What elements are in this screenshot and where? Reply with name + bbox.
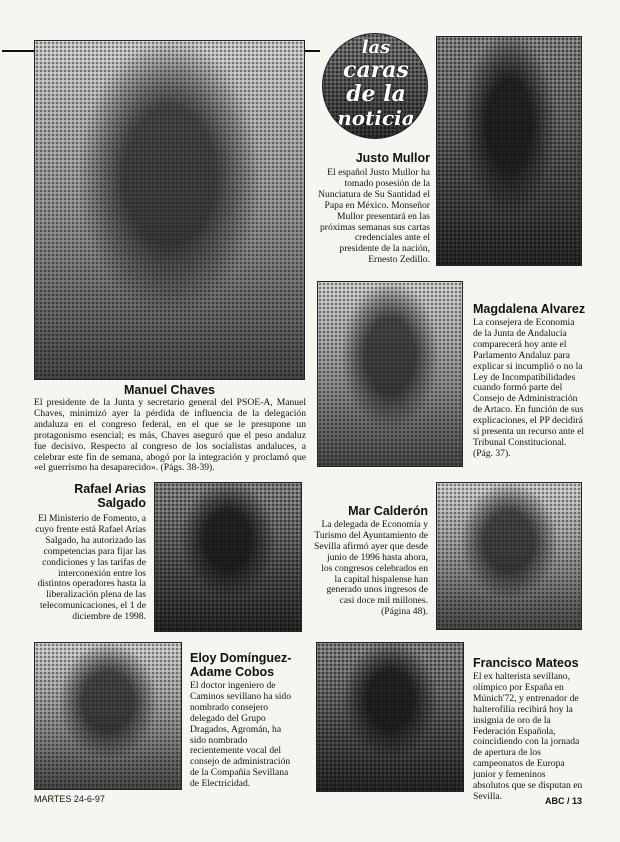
arias-name-line-2: Salgado: [97, 496, 146, 510]
muller-text: El español Justo Mullor ha tomado posesión de la Nunciatura de Su Santidad el Papa en México. Monseñor Mullor presentará en las próximas semanas sus cartas credenciales ante el presidente de la nación, Ernesto Zedillo.: [318, 167, 430, 266]
arias-name: [34, 482, 146, 510]
dominguez-photo: [34, 642, 182, 790]
alvarez-name: Magdalena Alvarez: [473, 302, 586, 316]
footer-date: MARTES 24-6-97: [34, 794, 105, 804]
chaves-text: El presidente de la Junta y secretario general del PSOE-A, Manuel Chaves, minimizó ayer la pérdida de influencia de la delegación andaluza en el congreso federal, en el que se le presupone un protagonismo esencial; es más, Chaves aseguró que el peso andaluz fue decisivo. Respecto al congreso de los socialistas andaluces, a celebrar este fin de semana, abogó por la integración y proclamó que «el guerrismo ha desaparecido». (Págs. 38-39).: [34, 397, 306, 474]
alvarez-photo: [317, 281, 463, 467]
arias-text: El Ministerio de Fomento, a cuyo frente está Rafael Arias Salgado, ha autorizado las competencias para fijar las condiciones y las tarifas de interconexión entre los distintos operadores hasta la liberalización plena de las telecomunicaciones, el 1 de diciembre de 1998.: [35, 513, 146, 623]
arias-name-line-1: Rafael Arias: [74, 482, 146, 496]
chaves-photo: [34, 40, 305, 380]
footer-page: ABC / 13: [544, 796, 582, 806]
dominguez-text: El doctor ingeniero de Caminos sevillano ha sido nombrado consejero delegado del Grupo Dragados, Agromán, ha sido nombrado recientemente vocal del consejo de administración de la Compañía Sevillana de Electricidad.: [190, 680, 291, 790]
arias-photo: [154, 482, 302, 632]
logo-line-4: noticia: [337, 106, 415, 130]
logo-line-1: las: [361, 37, 391, 58]
muller-photo: [436, 36, 582, 266]
calderon-name: Mar Calderón: [348, 504, 428, 518]
chaves-name: Manuel Chaves: [123, 383, 215, 397]
muller-name: Justo Mullor: [355, 151, 430, 165]
alvarez-text: La consejera de Economía de la Junta de Andalucía comparecerá hoy ante el Parlamento Andaluz para explicar si incumplió o no la Ley de Incompatibilidades cuando formó parte del Consejo de Administración de Artaco. En función de sus explicaciones, el PP decidirá si presenta un recurso ante el Tribunal Constitucional. (Pág. 37).: [473, 317, 585, 459]
dominguez-name-line-1: Eloy Domínguez-: [190, 651, 292, 665]
logo-line-3: de la: [346, 81, 406, 107]
calderon-text: La delegada de Economía y Turismo del Ayuntamiento de Sevilla afirmó ayer que desde junio de 1996 hasta ahora, los congresos celebrados en la capital hispalense han generado unos ingresos de casi doce mil millones. (Página 48).: [314, 519, 429, 618]
logo-line-2: caras: [343, 57, 409, 83]
dominguez-name: [190, 651, 305, 679]
mateos-name: Francisco Mateos: [473, 656, 579, 670]
dominguez-name-line-2: Adame Cobos: [190, 665, 275, 679]
calderon-photo: [436, 482, 582, 630]
logo-seal: [322, 33, 428, 139]
mateos-text: El ex halterista sevillano, olímpico por España en Múnich'72, y entrenador de halterofilia recibirá hoy la insignia de oro de la Federación Española, coincidiendo con la jornada de apertura de los campeonatos de Europa junior y femeninos absolutos que se disputan en Sevilla.: [473, 671, 583, 802]
mateos-photo: [316, 642, 464, 792]
